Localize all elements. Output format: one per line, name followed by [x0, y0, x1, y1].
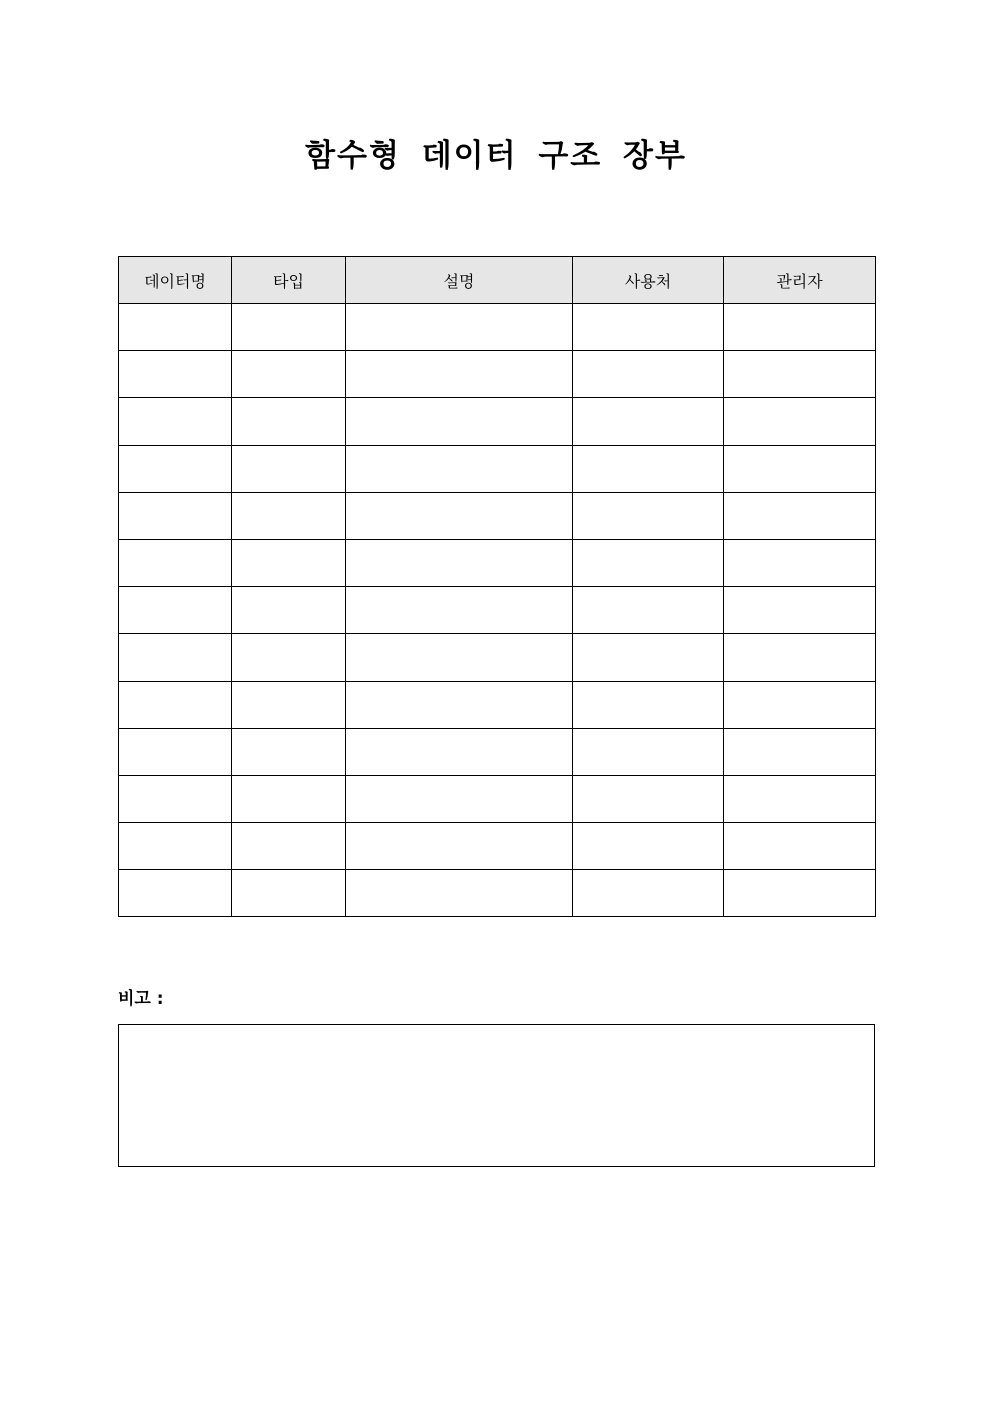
usage-cell[interactable] [573, 351, 724, 398]
description-cell[interactable] [346, 351, 573, 398]
type-cell[interactable] [232, 304, 346, 351]
usage-cell[interactable] [573, 539, 724, 586]
manager-cell[interactable] [724, 634, 876, 681]
usage-cell[interactable] [573, 304, 724, 351]
column-header-data-name: 데이터명 [119, 257, 232, 304]
table-header-row [119, 257, 876, 304]
type-cell[interactable] [232, 445, 346, 492]
manager-cell[interactable] [724, 492, 876, 539]
type-cell[interactable] [232, 492, 346, 539]
table-row [119, 398, 876, 445]
description-cell[interactable] [346, 587, 573, 634]
data-name-cell[interactable] [119, 775, 232, 822]
data-name-cell[interactable] [119, 681, 232, 728]
data-name-cell[interactable] [119, 398, 232, 445]
description-cell[interactable] [346, 634, 573, 681]
usage-cell[interactable] [573, 728, 724, 775]
table-row [119, 492, 876, 539]
usage-cell[interactable] [573, 775, 724, 822]
data-name-cell[interactable] [119, 823, 232, 870]
usage-cell[interactable] [573, 823, 724, 870]
manager-cell[interactable] [724, 351, 876, 398]
table-row [119, 304, 876, 351]
table-row [119, 634, 876, 681]
table-row [119, 351, 876, 398]
description-cell[interactable] [346, 539, 573, 586]
manager-cell[interactable] [724, 823, 876, 870]
manager-cell[interactable] [724, 398, 876, 445]
data-name-cell[interactable] [119, 634, 232, 681]
description-cell[interactable] [346, 492, 573, 539]
manager-cell[interactable] [724, 728, 876, 775]
manager-cell[interactable] [724, 587, 876, 634]
column-header-type: 타입 [232, 257, 346, 304]
remarks-box[interactable] [118, 1024, 875, 1167]
data-name-cell[interactable] [119, 304, 232, 351]
usage-cell[interactable] [573, 492, 724, 539]
usage-cell[interactable] [573, 445, 724, 492]
data-name-cell[interactable] [119, 492, 232, 539]
data-name-cell[interactable] [119, 870, 232, 917]
manager-cell[interactable] [724, 539, 876, 586]
remarks-label: 비고 : [118, 989, 164, 1009]
type-cell[interactable] [232, 398, 346, 445]
manager-cell[interactable] [724, 681, 876, 728]
table-row [119, 681, 876, 728]
table-row [119, 823, 876, 870]
type-cell[interactable] [232, 728, 346, 775]
table-row [119, 539, 876, 586]
description-cell[interactable] [346, 304, 573, 351]
description-cell[interactable] [346, 398, 573, 445]
type-cell[interactable] [232, 351, 346, 398]
usage-cell[interactable] [573, 634, 724, 681]
type-cell[interactable] [232, 870, 346, 917]
data-name-cell[interactable] [119, 445, 232, 492]
column-header-description: 설명 [346, 257, 573, 304]
manager-cell[interactable] [724, 304, 876, 351]
usage-cell[interactable] [573, 870, 724, 917]
usage-cell[interactable] [573, 681, 724, 728]
usage-cell[interactable] [573, 587, 724, 634]
description-cell[interactable] [346, 728, 573, 775]
description-cell[interactable] [346, 681, 573, 728]
table-body [119, 304, 876, 917]
type-cell[interactable] [232, 681, 346, 728]
description-cell[interactable] [346, 775, 573, 822]
type-cell[interactable] [232, 539, 346, 586]
data-name-cell[interactable] [119, 728, 232, 775]
table-row [119, 728, 876, 775]
column-header-manager: 관리자 [724, 257, 876, 304]
description-cell[interactable] [346, 445, 573, 492]
data-name-cell[interactable] [119, 351, 232, 398]
description-cell[interactable] [346, 823, 573, 870]
data-name-cell[interactable] [119, 587, 232, 634]
data-name-cell[interactable] [119, 539, 232, 586]
table-row [119, 587, 876, 634]
usage-cell[interactable] [573, 398, 724, 445]
data-structure-ledger-table [118, 256, 876, 917]
type-cell[interactable] [232, 823, 346, 870]
table-row [119, 870, 876, 917]
type-cell[interactable] [232, 587, 346, 634]
table-row [119, 775, 876, 822]
type-cell[interactable] [232, 775, 346, 822]
description-cell[interactable] [346, 870, 573, 917]
manager-cell[interactable] [724, 870, 876, 917]
type-cell[interactable] [232, 634, 346, 681]
manager-cell[interactable] [724, 445, 876, 492]
manager-cell[interactable] [724, 775, 876, 822]
table-row [119, 445, 876, 492]
column-header-usage: 사용처 [573, 257, 724, 304]
page-title: 함수형 데이터 구조 장부 [305, 138, 687, 174]
